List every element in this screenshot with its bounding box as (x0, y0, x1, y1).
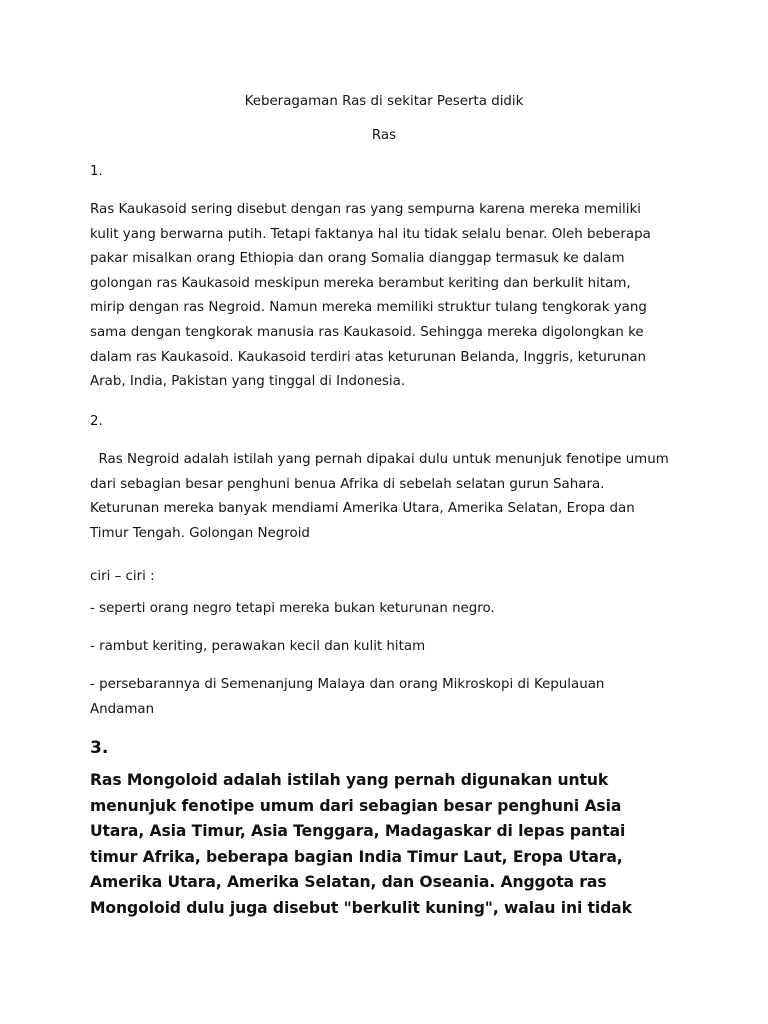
paragraph-line: - persebarannya di Semenanjung Malaya dan orang Mikroskopi di Kepulauan (90, 677, 605, 692)
paragraph-line: Utara, Asia Timur, Asia Tenggara, Madagaskar di lepas pantai (90, 822, 626, 841)
paragraph-line: sama dengan tengkorak manusia ras Kaukasoid. Sehingga mereka digolongkan ke (90, 324, 644, 340)
paragraph-line: menunjuk fenotipe umum dari sebagian besar penghuni Asia (90, 796, 622, 815)
paragraph-line: mirip dengan ras Negroid. Namun mereka memiliki struktur tulang tengkorak yang (90, 300, 647, 316)
paragraph-line: dari sebagian besar penghuni benua Afrika di sebelah selatan gurun Sahara. (90, 476, 605, 492)
paragraph-line: Arab, India, Pakistan yang tinggal di Indonesia. (90, 374, 406, 390)
document-subtitle: Ras (371, 128, 397, 143)
paragraph-line: Andaman (90, 701, 155, 717)
section-3-number: 3. (90, 738, 109, 758)
features-label: ciri – ciri : (90, 569, 155, 584)
paragraph-line: Ras Mongoloid adalah istilah yang pernah digunakan untuk (90, 771, 609, 789)
feature-item (90, 673, 690, 722)
section-1-paragraph (90, 198, 690, 395)
section-1-number: 1. (90, 164, 103, 179)
section-2-paragraph (90, 448, 690, 546)
paragraph-line: Amerika Utara, Amerika Selatan, dan Oseania. Anggota ras (90, 873, 607, 892)
paragraph-line: kulit yang berwarna putih. Tetapi faktanya hal itu tidak selalu benar. Oleh beberapa (90, 226, 651, 242)
document-title: Keberagaman Ras di sekitar Peserta didik (244, 94, 524, 109)
paragraph-line: Timur Tengah. Golongan Negroid (90, 525, 310, 541)
paragraph-line: Keturunan mereka banyak mendiami Amerika Utara, Amerika Selatan, Eropa dan (90, 501, 635, 517)
paragraph-line: timur Afrika, beberapa bagian India Timur Laut, Eropa Utara, (90, 847, 623, 866)
paragraph-line: pakar misalkan orang Ethiopia dan orang Somalia dianggap termasuk ke dalam (90, 251, 625, 267)
paragraph-line: Mongoloid dulu juga disebut "berkulit kuning", walau ini tidak (90, 898, 632, 917)
paragraph-line: dalam ras Kaukasoid. Kaukasoid terdiri atas keturunan Belanda, Inggris, keturunan (90, 349, 647, 365)
paragraph-line: golongan ras Kaukasoid meskipun mereka berambut keriting dan berkulit hitam, (90, 275, 631, 291)
section-3-paragraph (90, 768, 730, 922)
paragraph-line: Ras Kaukasoid sering disebut dengan ras yang sempurna karena mereka memiliki (90, 202, 641, 217)
section-2-number: 2. (90, 414, 103, 429)
feature-item: - rambut keriting, perawakan kecil dan kulit hitam (90, 639, 426, 654)
feature-item: - seperti orang negro tetapi mereka bukan keturunan negro. (90, 601, 495, 616)
paragraph-line: Ras Negroid adalah istilah yang pernah dipakai dulu untuk menunjuk fenotipe umum (90, 452, 669, 467)
